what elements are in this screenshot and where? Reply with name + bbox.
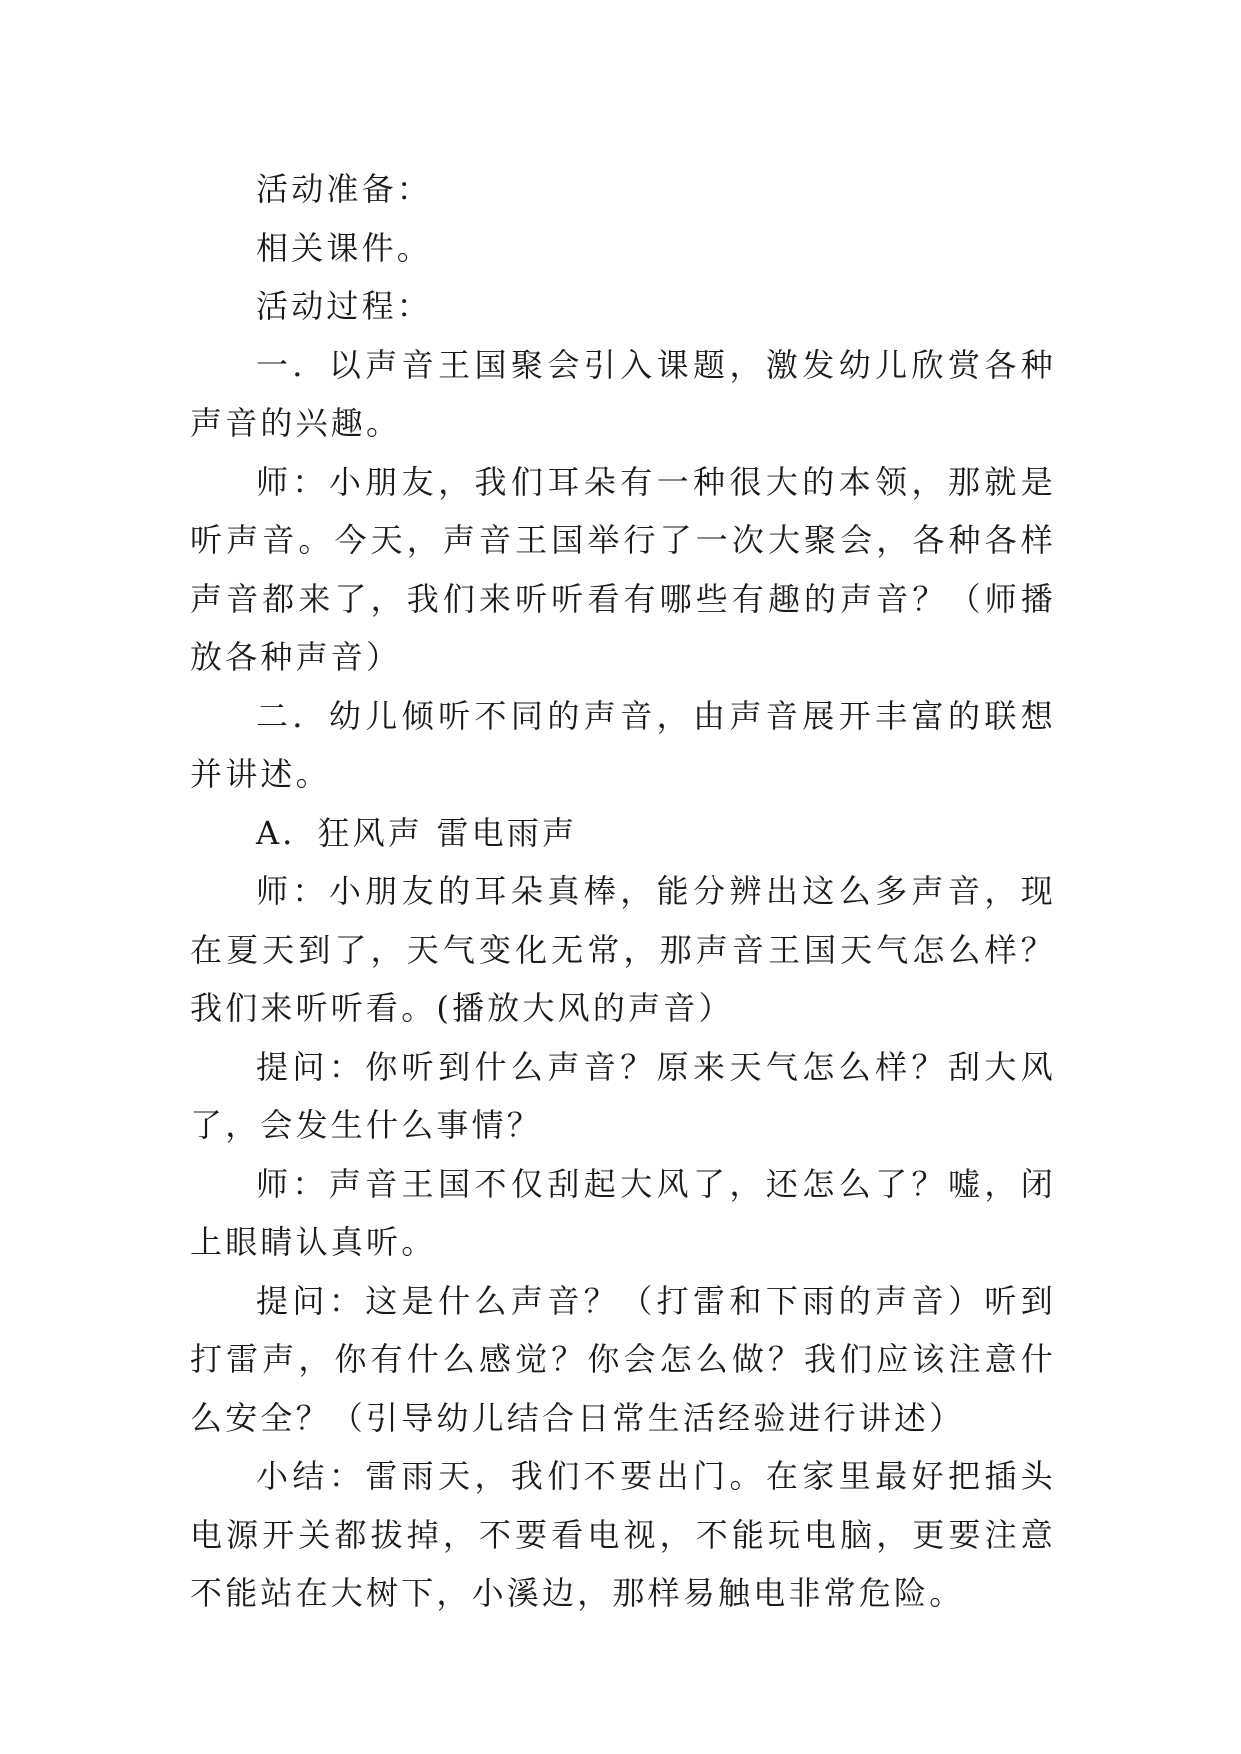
- paragraph-section-a: A．狂风声 雷电雨声: [256, 813, 578, 852]
- paragraph-materials: 相关课件。: [256, 228, 433, 267]
- paragraph-summary: 小结：雷雨天，我们不要出门。在家里最好把插头电源开关都拔掉，不要看电视，不能玩电脑，更要注意不能站在大树下，小溪边，那样易触电非常危险。: [190, 1457, 1056, 1612]
- paragraph-question-wind: 提问：你听到什么声音？原来天气怎么样？刮大风了，会发生什么事情？: [190, 1047, 1056, 1144]
- document-body: [190, 160, 1056, 1623]
- paragraph-step-two: 二．幼儿倾听不同的声音，由声音展开丰富的联想并讲述。: [190, 696, 1056, 793]
- heading-activity-process: 活动过程：: [256, 287, 433, 325]
- paragraph-question-thunder: 提问：这是什么声音？（打雷和下雨的声音）听到打雷声，你有什么感觉？你会怎么做？我们应该注意什么安全？（引导幼儿结合日常生活经验进行讲述）: [190, 1281, 1056, 1437]
- paragraph-teacher-listen: 师：声音王国不仅刮起大风了，还怎么了？嘘，闭上眼睛认真听。: [190, 1164, 1056, 1261]
- paragraph-teacher-weather: 师：小朋友的耳朵真棒，能分辨出这么多声音，现在夏天到了，天气变化无常，那声音王国天气怎么样？我们来听听看。(播放大风的声音）: [190, 872, 1056, 1027]
- heading-activity-preparation: 活动准备：: [256, 170, 433, 208]
- paragraph-step-one: 一．以声音王国聚会引入课题，激发幼儿欣赏各种声音的兴趣。: [190, 345, 1056, 442]
- paragraph-teacher-intro: 师：小朋友，我们耳朵有一种很大的本领，那就是听声音。今天，声音王国举行了一次大聚会，各种各样声音都来了，我们来听听看有哪些有趣的声音？（师播放各种声音）: [190, 462, 1056, 676]
